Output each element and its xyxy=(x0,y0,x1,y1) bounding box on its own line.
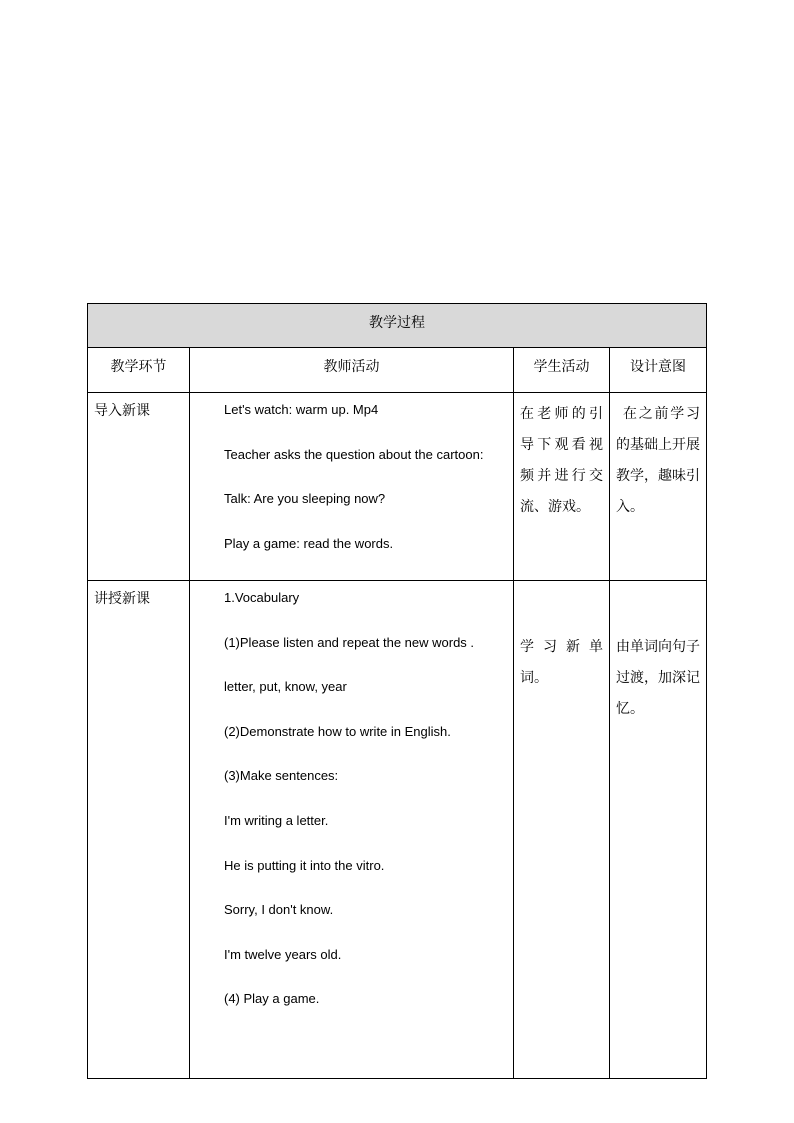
teacher-activity-cell xyxy=(190,581,514,1079)
design-intent-cell: 由单词向句子过渡，加深记忆。 xyxy=(610,581,707,1079)
stage-cell: 讲授新课 xyxy=(88,581,190,1079)
teacher-line: I'm twelve years old. xyxy=(224,946,342,962)
teacher-activity-cell xyxy=(190,393,514,581)
teacher-line: Teacher asks the question about the cartoon: xyxy=(224,446,484,462)
teacher-line: Talk: Are you sleeping now? xyxy=(224,491,386,507)
teacher-line: (1)Please listen and repeat the new words . xyxy=(224,634,475,650)
teacher-line: I'm writing a letter. xyxy=(224,812,329,828)
header-stage: 教学环节 xyxy=(88,348,190,393)
teacher-line: (4) Play a game. xyxy=(224,991,320,1007)
teacher-line: He is putting it into the vitro. xyxy=(224,857,385,873)
student-activity-cell: 学习新单词。 xyxy=(514,581,610,1079)
header-student-activity: 学生活动 xyxy=(514,348,610,393)
table-header-row xyxy=(88,348,707,393)
teacher-line: 1.Vocabulary xyxy=(224,590,300,605)
table-title-row xyxy=(88,304,707,348)
table-title: 教学过程 xyxy=(88,304,707,348)
lesson-process-table xyxy=(87,303,707,1079)
stage-cell: 导入新课 xyxy=(88,393,190,581)
teacher-line: Let's watch: warm up. Mp4 xyxy=(224,402,379,417)
teacher-line: letter, put, know, year xyxy=(224,679,347,695)
teacher-line: Play a game: read the words. xyxy=(224,535,394,551)
teacher-line: Sorry, I don't know. xyxy=(224,902,334,918)
table-row xyxy=(88,393,707,581)
teacher-line: (3)Make sentences: xyxy=(224,768,339,784)
teacher-line: (2)Demonstrate how to write in English. xyxy=(224,723,451,739)
student-activity-cell: 在老师的引导下观看视频并进行交流、游戏。 xyxy=(514,393,610,581)
design-intent-cell: 在之前学习的基础上开展教学，趣味引入。 xyxy=(610,393,707,581)
header-design-intent: 设计意图 xyxy=(610,348,707,393)
header-teacher-activity: 教师活动 xyxy=(190,348,514,393)
table-row xyxy=(88,581,707,1079)
